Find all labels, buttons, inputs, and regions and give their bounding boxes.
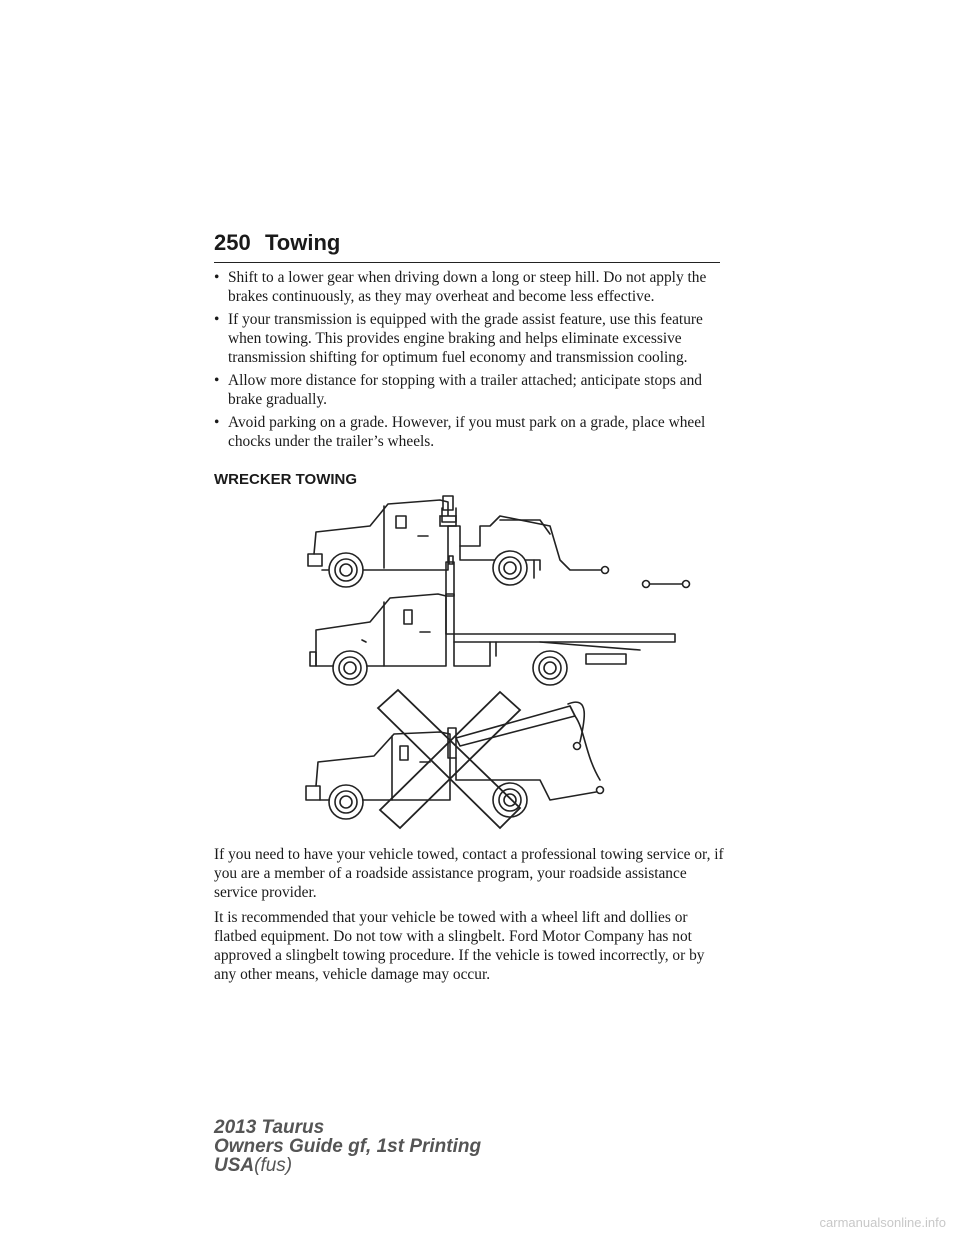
- page-header: [214, 230, 720, 263]
- bullet-icon: •: [214, 269, 220, 286]
- list-item: [214, 268, 726, 306]
- footer-region: USA: [214, 1155, 255, 1176]
- slingbelt-truck-icon: [306, 702, 604, 819]
- footer-edition: Owners Guide gf, 1st Printing: [214, 1136, 482, 1157]
- towing-service-paragraph: If you need to have your vehicle towed, contact a professional towing service or, if you are a member of a roadside assistance program, your roadside assistance service provider.: [214, 846, 724, 901]
- dolly-bar-icon: [643, 581, 690, 588]
- list-item-text: Avoid parking on a grade. However, if you must park on a grade, place wheel chocks under the trailer’s wheels.: [228, 414, 706, 450]
- print-footer: [214, 1118, 481, 1175]
- list-item: [214, 371, 726, 409]
- footer-region-code: (fus): [254, 1155, 293, 1176]
- list-item-text: Allow more distance for stopping with a trailer attached; anticipate stops and brake gradually.: [228, 372, 702, 408]
- section-title: Towing: [265, 230, 341, 255]
- list-item-text: Shift to a lower gear when driving down a long or steep hill. Do not apply the brakes continuously, as they may overheat and become less effective.: [228, 269, 707, 305]
- wrecker-towing-heading: WRECKER TOWING: [214, 471, 358, 488]
- wheel-lift-truck-icon: [308, 496, 609, 587]
- bullet-icon: •: [214, 372, 220, 389]
- wheel-lift-recommendation-paragraph: It is recommended that your vehicle be towed with a wheel lift and dollies or flatbed equipment. Do not tow with a slingbelt. Ford Motor Company has not approved a slingbelt towing procedure. If the vehicle is towed incorrectly, or by any other means, vehicle damage may occur.: [214, 909, 705, 983]
- list-item: [214, 310, 726, 367]
- bullet-icon: •: [214, 311, 220, 328]
- page-number: 250: [214, 230, 251, 255]
- flatbed-truck-icon: [310, 556, 675, 685]
- bullet-icon: •: [214, 414, 220, 431]
- tow-truck-illustration: [300, 490, 710, 835]
- list-item-text: If your transmission is equipped with the grade assist feature, use this feature when towing. This provides engine braking and helps eliminate excessive transmission shifting for optimum fuel economy and transmission cooling.: [228, 311, 703, 366]
- towing-tips-list: [214, 268, 726, 455]
- list-item: [214, 413, 726, 451]
- footer-model-year: 2013 Taurus: [214, 1117, 325, 1138]
- watermark-text: carmanualsonline.info: [819, 1215, 946, 1230]
